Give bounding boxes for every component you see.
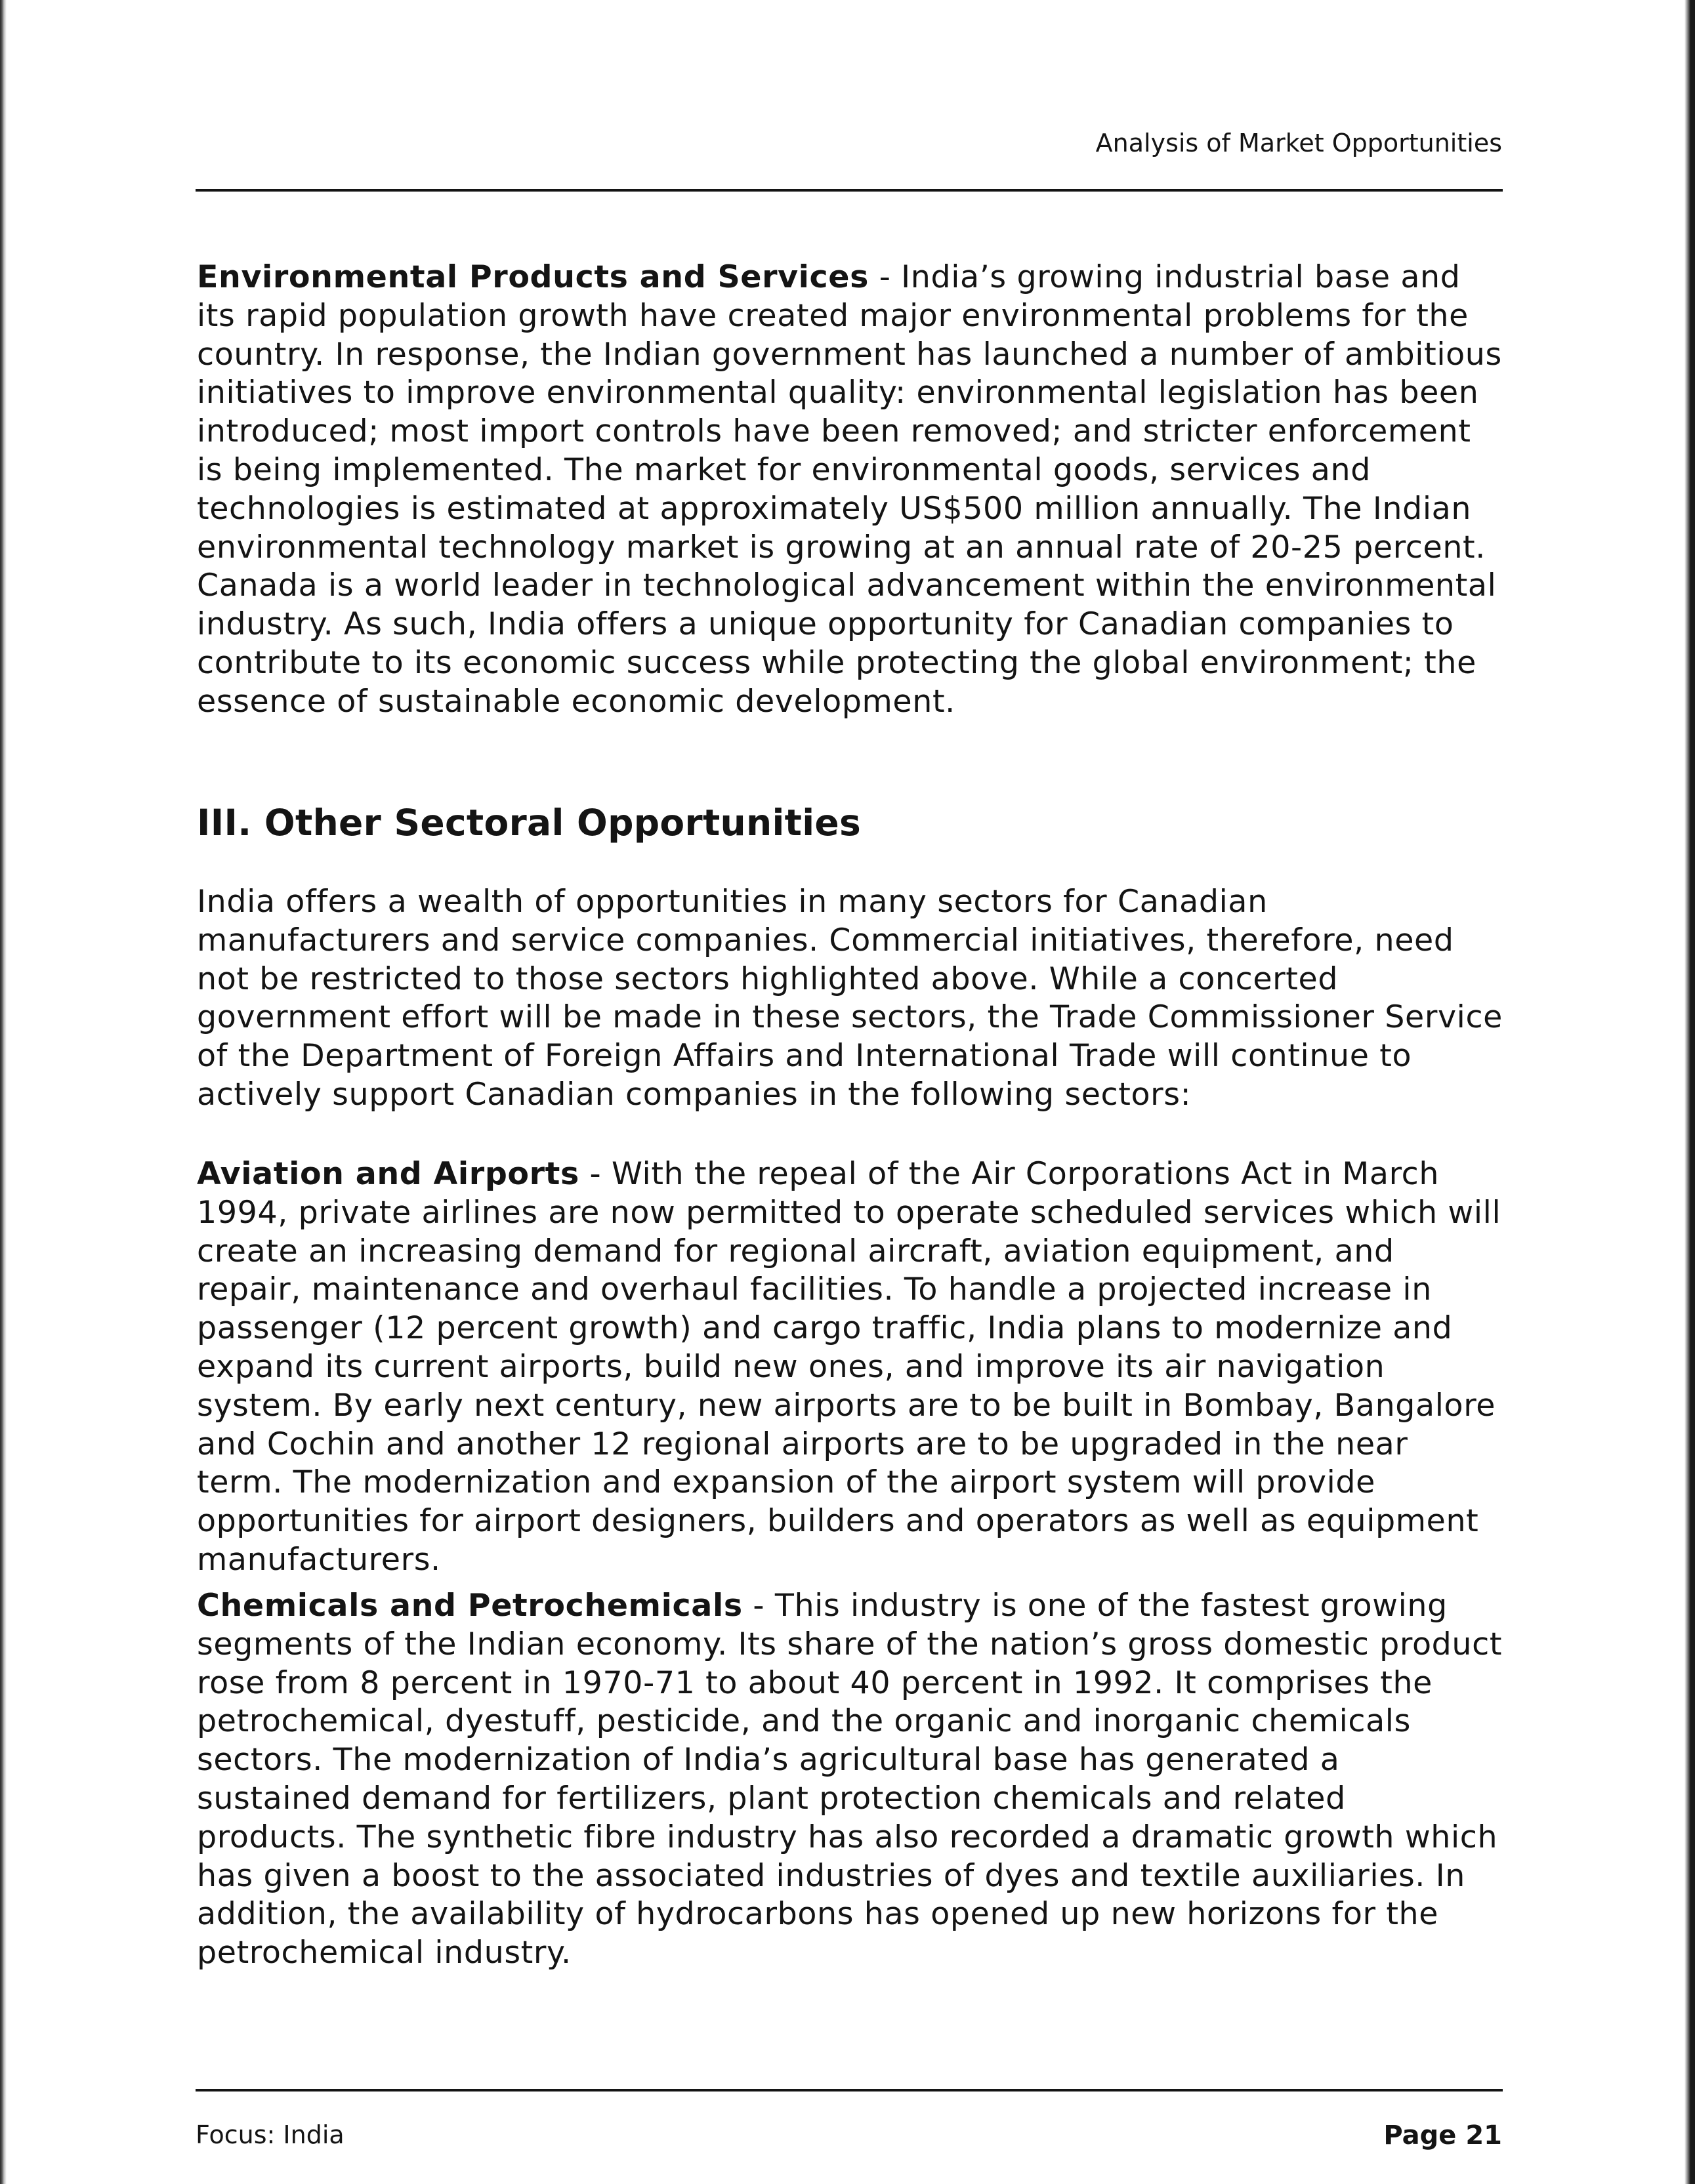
intro-text: India offers a wealth of opportunities in many sectors for Canadian manufacturers and service companies. Commercial initiatives, therefore, need not be restricted to those sectors highlighted above. While a concerted government effort will be made in these sectors, the Trade Commissioner Service of the Department of Foreign Affairs and International Trade will continue to actively support Canadian companies in the following sectors:	[197, 884, 1503, 1113]
chemicals-text: - This industry is one of the fastest growing segments of the Indian economy. Its share of the nation’s gross domestic product rose from 8 percent in 1970-71 to about 40 percent in 1992. It comprises the petrochemical, dyestuff, pesticide, and the organic and inorganic chemicals sectors. The modernization of India’s agricultural base has generated a sustained demand for fertilizers, plant protection chemicals and related products. The synthetic fibre industry has also recorded a dramatic growth which has given a boost to the associated industries of dyes and textile auxiliaries. In addition, the availability of hydrocarbons has opened up new horizons for the petrochemical industry.	[197, 1588, 1503, 1971]
running-header: Analysis of Market Opportunities	[1095, 129, 1502, 157]
chemicals-paragraph	[197, 1587, 1503, 1973]
aviation-text: - With the repeal of the Air Corporations Act in March 1994, private airlines are now permitted to operate scheduled services which will create an increasing demand for regional aircraft, aviation equipment, and repair, maintenance and overhaul facilities. To handle a projected increase in passenger (12 percent growth) and cargo traffic, India plans to modernize and expand its current airports, build new ones, and improve its air navigation system. By early next century, new airports are to be built in Bombay, Bangalore and Cochin and another 12 regional airports are to be upgraded in the near term. The modernization and expansion of the airport system will provide opportunities for airport designers, builders and operators as well as equipment manufacturers.	[197, 1156, 1501, 1578]
footer-rule	[196, 2089, 1503, 2091]
environmental-paragraph	[197, 258, 1503, 722]
chemicals-lead: Chemicals and Petrochemicals	[197, 1588, 743, 1624]
footer-publication: Focus: India	[196, 2120, 345, 2149]
section-heading: III. Other Sectoral Opportunities	[197, 802, 861, 844]
intro-paragraph	[197, 883, 1503, 1115]
environmental-text: - India’s growing industrial base and its rapid population growth have created major environmental problems for the country. In response, the Indian government has launched a number of ambitious initiatives to improve environmental quality: environmental legislation has been introduced; most import controls have been removed; and stricter enforcement is being implemented. The market for environmental goods, services and technologies is estimated at approximately US$500 million annually. The Indian environmental technology market is growing at an annual rate of 20-25 percent. Canada is a world leader in technological advancement within the environmental industry. As such, India offers a unique opportunity for Canadian companies to contribute to its economic success while protecting the global environment; the essence of sustainable economic development.	[197, 259, 1502, 720]
aviation-paragraph	[197, 1155, 1503, 1580]
scan-edge-right	[1685, 0, 1695, 2184]
page-number: Page 21	[1383, 2120, 1502, 2151]
header-rule	[196, 189, 1503, 192]
environmental-lead: Environmental Products and Services	[197, 259, 869, 295]
aviation-lead: Aviation and Airports	[197, 1156, 579, 1192]
scan-edge-left	[0, 0, 7, 2184]
